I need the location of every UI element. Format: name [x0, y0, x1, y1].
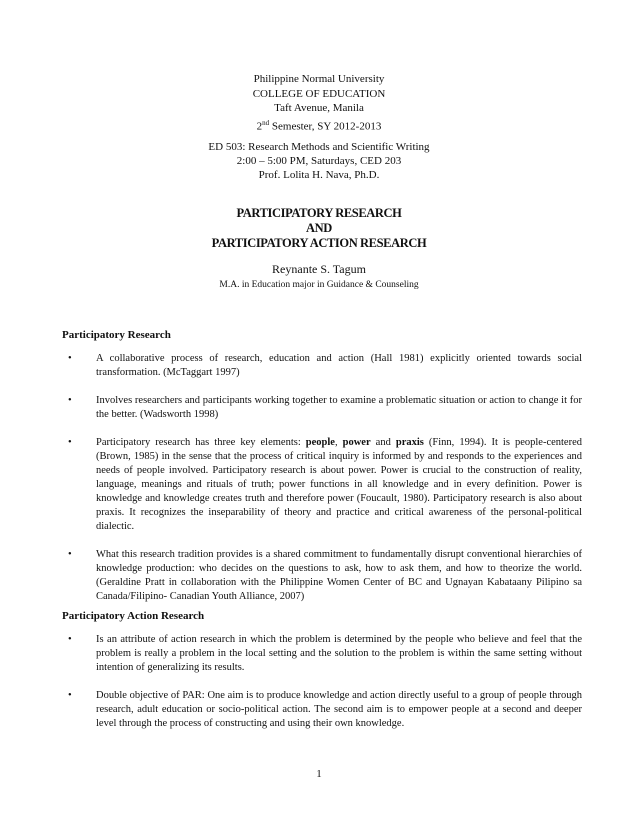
- bullet-icon: •: [68, 353, 72, 364]
- keyword-praxis: praxis: [395, 437, 424, 448]
- institution-header: [0, 72, 638, 134]
- page-number: 1: [316, 768, 322, 780]
- list-item: [62, 633, 582, 675]
- author-degree: M.A. in Education major in Guidance & Counseling: [219, 280, 419, 290]
- keyword-people: people: [305, 437, 335, 448]
- list-item: [62, 548, 582, 604]
- semester-text: Semester, SY 2012-2013: [269, 120, 382, 133]
- list-item: [62, 689, 582, 731]
- bullet-text-post: (Finn, 1994). It is people-centered (Brown, 1985) in the sense that the process of critical inquiry is informed by and responds to the experiences and needs of people involved. Participatory research is about power. Power is crucial to the construction of reality, language, meanings and rituals of truth; power functions in all knowledge and in every definition. Power is knowledge and knowledge creates truth and therefore power (Foucault, 1980). Participatory research is also about praxis. It recognizes the inseparability of theory and practice and critical awareness of the personal-political dialectic.: [96, 437, 582, 532]
- bullet-list: [62, 352, 582, 604]
- section-participatory-research: [62, 328, 582, 618]
- list-item: [62, 394, 582, 422]
- section-heading: Participatory Action Research: [62, 610, 205, 622]
- title-line-3: PARTICIPATORY ACTION RESEARCH: [211, 236, 427, 250]
- bullet-text-pre: Participatory research has three key elements:: [96, 437, 306, 448]
- bullet-text: Is an attribute of action research in which the problem is determined by the people who believe and feel that the problem is really a problem in the local setting and the solution to the problem is within the same setting without intention of generalizing its results.: [96, 634, 582, 673]
- keyword-power: power: [342, 437, 371, 448]
- course-code: ED 503: Research Methods and Scientific Writing: [208, 141, 430, 153]
- course-schedule: 2:00 – 5:00 PM, Saturdays, CED 203: [236, 155, 402, 167]
- author-name: Reynante S. Tagum: [272, 262, 366, 276]
- bullet-icon: •: [68, 690, 72, 701]
- semester-suffix: nd: [262, 118, 270, 127]
- bullet-icon: •: [68, 395, 72, 406]
- document-title: [0, 206, 638, 251]
- semester: [0, 116, 638, 134]
- title-line-1: PARTICIPATORY RESEARCH: [236, 206, 402, 220]
- bullet-icon: •: [68, 437, 72, 448]
- separator: and: [370, 437, 396, 448]
- bullet-text: Involves researchers and participants working together to examine a problematic situation or action to change it for the better. (Wadsworth 1998): [96, 395, 582, 420]
- course-professor: Prof. Lolita H. Nava, Ph.D.: [258, 169, 380, 181]
- bullet-text: Double objective of PAR: One aim is to produce knowledge and action directly useful to a group of people through research, adult education or socio-political action. The second aim is to empower people at a second and deeper level through the process of constructing and using their own knowledge.: [96, 690, 582, 729]
- college-name: COLLEGE OF EDUCATION: [252, 87, 386, 100]
- university-name: Philippine Normal University: [253, 73, 385, 85]
- address: Taft Avenue, Manila: [274, 102, 364, 114]
- course-info: [0, 140, 638, 182]
- section-heading: Participatory Research: [62, 329, 171, 341]
- separator: ,: [334, 437, 343, 448]
- title-line-2: AND: [306, 221, 332, 235]
- bullet-list: [62, 633, 582, 731]
- bullet-text: What this research tradition provides is a shared commitment to fundamentally disrupt conventional hierarchies of knowledge production: who decides on the questions to ask, how to ask them, and how to theorize the world. (Geraldine Pratt in collaboration with the Philippine Women Center of BC and Ugnayan Kabataany Pilipino sa Canada/Filipino- Canadian Youth Alliance, 2007): [96, 549, 582, 602]
- bullet-text: A collaborative process of research, education and action (Hall 1981) explicitly oriented towards social transformation. (McTaggart 1997): [96, 353, 582, 378]
- list-item: [62, 436, 582, 534]
- list-item: [62, 352, 582, 380]
- section-participatory-action-research: [62, 609, 582, 745]
- semester-number: 2: [256, 120, 263, 133]
- bullet-icon: •: [68, 634, 72, 645]
- bullet-icon: •: [68, 549, 72, 560]
